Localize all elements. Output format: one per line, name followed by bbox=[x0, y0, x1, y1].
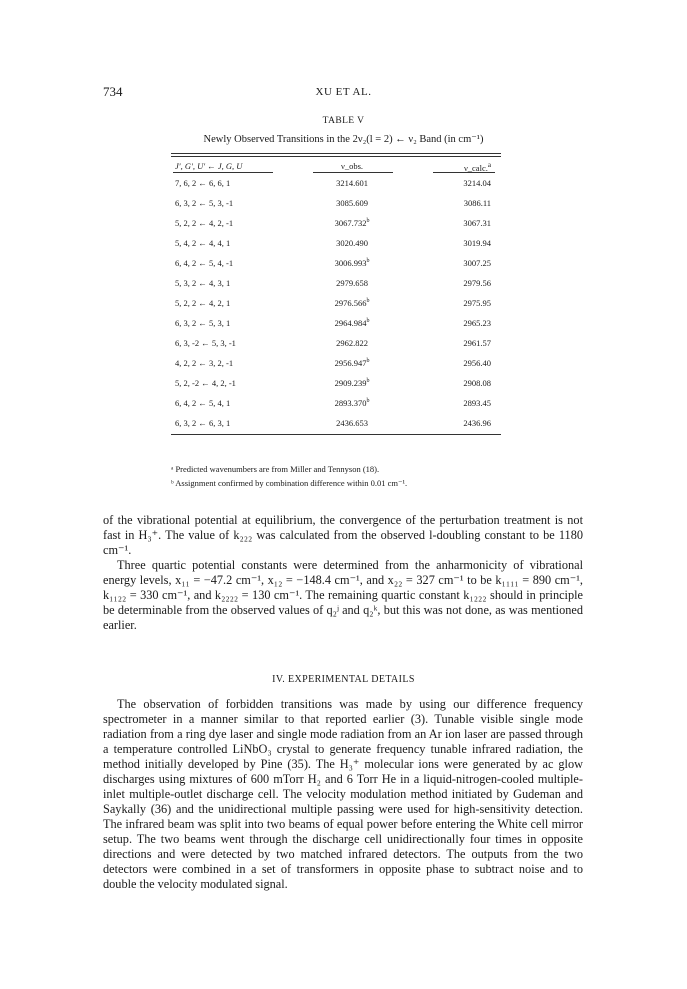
paragraph-continuation: of the vibrational potential at equilibrium, the convergence of the perturbation treatment is not fast in H₃⁺. The value of k₂₂₂ was calculated from the observed l-doubling constant to be 1180 cm⁻¹. bbox=[103, 513, 583, 557]
table-caption: Newly Observed Transitions in the 2ν₂(l = 2) ← ν₂ Band (in cm⁻¹) bbox=[203, 134, 484, 145]
cell-assignment: 5, 4, 2 ← 4, 4, 1 bbox=[175, 238, 231, 248]
header-calculated-label: ν_calc. bbox=[463, 162, 488, 173]
cell-assignment: 5, 2, -2 ← 4, 2, -1 bbox=[175, 378, 236, 388]
cell-assignment: 6, 3, 2 ← 6, 3, 1 bbox=[175, 418, 231, 428]
table-row bbox=[171, 394, 501, 414]
cell-assignment: 7, 6, 2 ← 6, 6, 1 bbox=[175, 178, 231, 188]
cell-calculated: 3007.25 bbox=[463, 258, 491, 268]
cell-observed-value: 3020.490 bbox=[336, 238, 368, 248]
cell-observed bbox=[317, 278, 387, 288]
header-assignment: J′, G′, U′ ← J, G, U bbox=[175, 161, 243, 171]
cell-calculated: 2893.45 bbox=[463, 398, 491, 408]
table-row bbox=[171, 274, 501, 294]
cell-observed bbox=[317, 198, 387, 208]
cell-calculated: 3086.11 bbox=[463, 198, 491, 208]
paragraph-quartic-constants: Three quartic potential constants were determined from the anharmonicity of vibrational energy levels, x₁₁ = −47.2 cm⁻¹, x₁₂ = −148.4 cm⁻¹, and x₂₂ = 327 cm⁻¹ to be k₁₁₁₁ = 890 cm⁻¹, k₁₁₂₂ = 330 cm⁻¹, and k₂₂₂₂ = 130 cm⁻¹. The remaining quartic constant k₁₂₂₂ should in principle be determinable from the observed values of q₂ʲ and q₂ᵏ, but this was not done, as was mentioned earlier. bbox=[103, 558, 583, 632]
cell-observed bbox=[317, 418, 387, 428]
table-header-row bbox=[171, 157, 501, 174]
cell-calculated: 2908.08 bbox=[463, 378, 491, 388]
cell-calculated: 3019.94 bbox=[463, 238, 491, 248]
cell-calculated: 3214.04 bbox=[463, 178, 491, 188]
cell-assignment: 6, 3, 2 ← 5, 3, 1 bbox=[175, 318, 231, 328]
table-row bbox=[171, 214, 501, 234]
cell-assignment: 6, 4, 2 ← 5, 4, -1 bbox=[175, 258, 234, 268]
cell-observed-note: b bbox=[366, 318, 370, 325]
cell-observed-value: 3085.609 bbox=[336, 198, 368, 208]
cell-observed-note: b bbox=[366, 218, 370, 225]
footnote-b: ᵇ Assignment confirmed by combination difference within 0.01 cm⁻¹. bbox=[171, 478, 408, 488]
body-block-1 bbox=[103, 513, 583, 633]
header-observed: ν_obs. bbox=[340, 161, 364, 171]
header-underline-observed bbox=[313, 172, 393, 173]
cell-observed-value: 3006.993 bbox=[334, 258, 367, 268]
table-row bbox=[171, 234, 501, 254]
table-row bbox=[171, 414, 501, 434]
table-row bbox=[171, 294, 501, 314]
cell-observed bbox=[317, 398, 387, 408]
running-head: XU ET AL. bbox=[315, 86, 372, 98]
header-underline-calculated bbox=[433, 172, 495, 173]
cell-assignment: 6, 4, 2 ← 5, 4, 1 bbox=[175, 398, 231, 408]
cell-observed-note: b bbox=[366, 258, 370, 265]
body-block-2 bbox=[103, 697, 583, 892]
table-row bbox=[171, 254, 501, 274]
cell-assignment: 6, 3, -2 ← 5, 3, -1 bbox=[175, 338, 236, 348]
cell-calculated: 2961.57 bbox=[463, 338, 491, 348]
cell-observed-note: b bbox=[366, 398, 370, 405]
cell-observed-value: 3067.732 bbox=[334, 218, 367, 228]
cell-observed-value: 2976.566 bbox=[334, 298, 367, 308]
cell-assignment: 4, 2, 2 ← 3, 2, -1 bbox=[175, 358, 234, 368]
cell-observed-value: 2962.822 bbox=[336, 338, 368, 348]
transitions-table bbox=[171, 153, 501, 435]
header-calculated-note: a bbox=[487, 161, 491, 169]
cell-observed bbox=[317, 318, 387, 328]
cell-observed bbox=[317, 218, 387, 228]
table-row bbox=[171, 374, 501, 394]
cell-observed-value: 3214.601 bbox=[336, 178, 368, 188]
cell-assignment: 5, 2, 2 ← 4, 2, -1 bbox=[175, 218, 234, 228]
cell-observed-value: 2909.239 bbox=[334, 378, 367, 388]
cell-observed-value: 2964.984 bbox=[334, 318, 367, 328]
table-bottom-rule bbox=[171, 434, 501, 435]
cell-observed bbox=[317, 378, 387, 388]
cell-assignment: 6, 3, 2 ← 5, 3, -1 bbox=[175, 198, 234, 208]
table-row bbox=[171, 314, 501, 334]
cell-observed bbox=[317, 178, 387, 188]
cell-calculated: 2956.40 bbox=[463, 358, 491, 368]
cell-observed-value: 2956.947 bbox=[334, 358, 367, 368]
header-underline-assignment bbox=[173, 172, 273, 173]
paragraph-experimental: The observation of forbidden transitions was made by using our difference frequency spectrometer in a manner similar to that reported earlier (3). Tunable visible single mode radiation from a ring dye laser and single mode radiation from an Ar ion laser are passed through a temperature controlled LiNbO₃ crystal to generate frequency tunable infrared radiation, the method initially developed by Pine (35). The H₃⁺ molecular ions were generated by ac glow discharges using mixtures of 600 mTorr H₂ and 6 Torr He in a liquid-nitrogen-cooled multiple-inlet multiple-outlet discharge cell. The velocity modulation method initiated by Gudeman and Saykally (36) and the unidirectional multiple passing were used for high-sensitivity detection. The infrared beam was split into two beams of equal power before entering the White cell mirror setup. The two beams went through the discharge cell unidirectionally four times in opposite directions and were detected by two matched infrared detectors. The outputs from the two detectors were combined in a set of transformers in opposite phase to subtract noise and to double the velocity modulated signal. bbox=[103, 697, 583, 891]
cell-calculated: 2979.56 bbox=[463, 278, 491, 288]
table-row bbox=[171, 174, 501, 194]
cell-observed-note: b bbox=[366, 378, 370, 385]
cell-observed-value: 2979.658 bbox=[336, 278, 368, 288]
cell-calculated: 2965.23 bbox=[463, 318, 491, 328]
table-row bbox=[171, 354, 501, 374]
cell-calculated: 3067.31 bbox=[463, 218, 491, 228]
cell-observed bbox=[317, 358, 387, 368]
cell-calculated: 2975.95 bbox=[463, 298, 491, 308]
cell-observed bbox=[317, 258, 387, 268]
table-footnotes bbox=[171, 462, 407, 490]
cell-observed bbox=[317, 338, 387, 348]
cell-observed-value: 2893.370 bbox=[334, 398, 367, 408]
cell-assignment: 5, 2, 2 ← 4, 2, 1 bbox=[175, 298, 231, 308]
cell-observed-value: 2436.653 bbox=[336, 418, 368, 428]
page-number: 734 bbox=[103, 84, 123, 99]
cell-calculated: 2436.96 bbox=[463, 418, 491, 428]
section-heading: IV. EXPERIMENTAL DETAILS bbox=[272, 674, 415, 685]
table-row bbox=[171, 334, 501, 354]
table-row bbox=[171, 194, 501, 214]
cell-observed bbox=[317, 298, 387, 308]
table-body bbox=[171, 174, 501, 434]
table-label: TABLE V bbox=[322, 116, 365, 126]
cell-observed-note: b bbox=[366, 298, 370, 305]
cell-observed bbox=[317, 238, 387, 248]
footnote-a: ᵃ Predicted wavenumbers are from Miller and Tennyson (18). bbox=[171, 464, 380, 474]
cell-assignment: 5, 3, 2 ← 4, 3, 1 bbox=[175, 278, 231, 288]
cell-observed-note: b bbox=[366, 358, 370, 365]
